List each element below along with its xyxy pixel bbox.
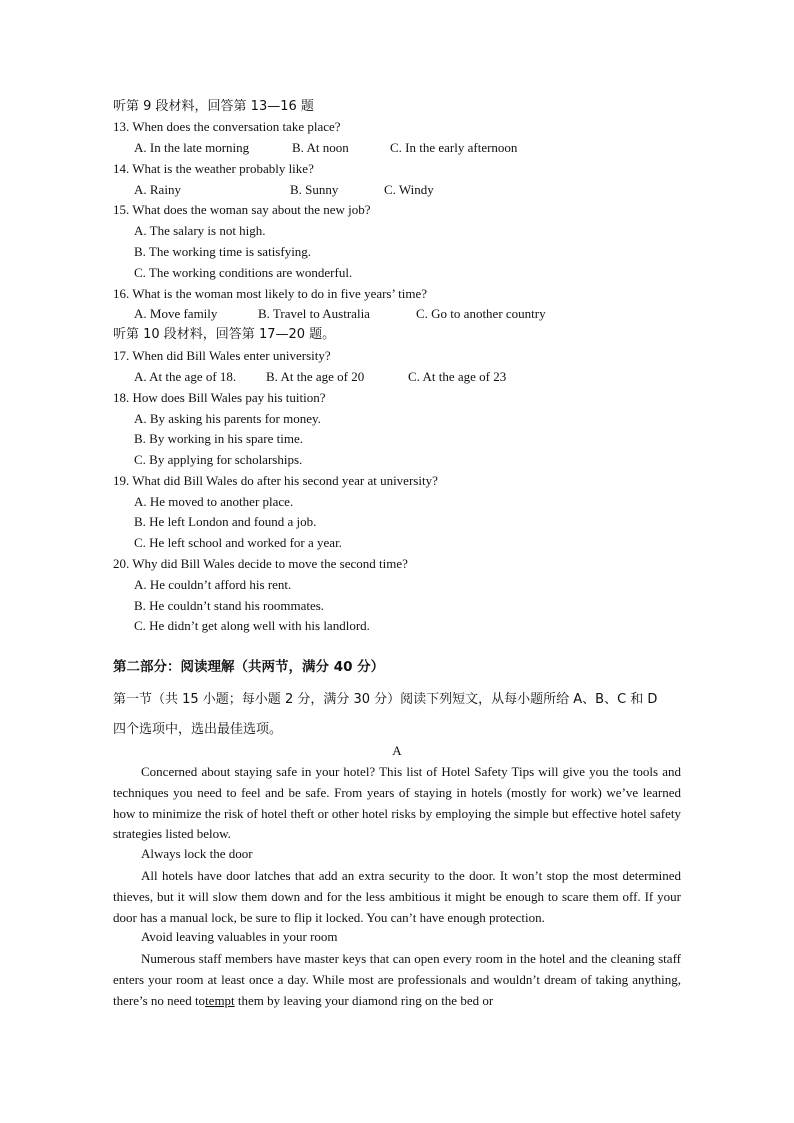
- passage-paragraph-2: All hotels have door latches that add an extra security to the door. It won’t stop the most determined thieves, but it will slow them down and for the less ambitious it might be enough to scare them off. If your door has a manual lock, be sure to flip it locked. You can’t have enough protection.: [113, 868, 681, 925]
- q16-option-c: C. Go to another country: [416, 306, 546, 321]
- question-20: 20. Why did Bill Wales decide to move the second time?: [113, 556, 408, 571]
- paragraph-3-text-end: them by leaving your diamond ring on the bed or: [234, 992, 494, 1008]
- q20-option-c: C. He didn’t get along well with his landlord.: [134, 618, 370, 633]
- part-2-instruction-line-1: 第一节（共 15 小题；每小题 2 分，满分 30 分）阅读下列短文，从每小题所给 A、B、C 和 D: [113, 692, 658, 707]
- section-10-header: 听第 10 段材料，回答第 17—20 题。: [113, 327, 336, 342]
- q17-option-b: B. At the age of 20: [266, 369, 365, 384]
- q19-option-a: A. He moved to another place.: [134, 494, 294, 509]
- question-19: 19. What did Bill Wales do after his second year at university?: [113, 473, 438, 488]
- q20-option-b: B. He couldn’t stand his roommates.: [134, 598, 325, 613]
- underlined-word-tempt: tempt: [205, 992, 235, 1008]
- passage-paragraph-3: [113, 949, 681, 1011]
- question-14: 14. What is the weather probably like?: [113, 161, 314, 176]
- passage-heading-1: Always lock the door: [141, 846, 253, 861]
- q13-option-a: A. In the late morning: [134, 140, 250, 155]
- q13-option-c: C. In the early afternoon: [390, 140, 518, 155]
- q19-option-b: B. He left London and found a job.: [134, 514, 317, 529]
- q18-option-b: B. By working in his spare time.: [134, 431, 303, 446]
- passage-label: A: [392, 743, 402, 758]
- paragraph-3-text-start: Numerous staff members have master keys that can open every room in the hotel and the cleaning staff enters your room at least once a day. While most are professionals and wouldn’t dream of taking anything, there’s no need to: [113, 951, 681, 1008]
- q16-option-b: B. Travel to Australia: [258, 306, 370, 321]
- question-17: 17. When did Bill Wales enter university?: [113, 348, 331, 363]
- q17-option-c: C. At the age of 23: [408, 369, 507, 384]
- question-16: 16. What is the woman most likely to do in five years’ time?: [113, 286, 427, 301]
- question-13: 13. When does the conversation take place?: [113, 119, 341, 134]
- q18-option-c: C. By applying for scholarships.: [134, 452, 303, 467]
- q14-option-c: C. Windy: [384, 182, 434, 197]
- q19-option-c: C. He left school and worked for a year.: [134, 535, 342, 550]
- q16-option-a: A. Move family: [134, 306, 218, 321]
- q14-option-a: A. Rainy: [134, 182, 181, 197]
- part-2-instruction-line-2: 四个选项中，选出最佳选项。: [113, 722, 283, 737]
- q13-option-b: B. At noon: [292, 140, 349, 155]
- question-18: 18. How does Bill Wales pay his tuition?: [113, 390, 326, 405]
- q14-option-b: B. Sunny: [290, 182, 339, 197]
- q17-option-a: A. At the age of 18.: [134, 369, 237, 384]
- q15-option-a: A. The salary is not high.: [134, 223, 266, 238]
- passage-heading-2: Avoid leaving valuables in your room: [141, 929, 338, 944]
- section-9-header: 听第 9 段材料，回答第 13—16 题: [113, 99, 314, 114]
- q20-option-a: A. He couldn’t afford his rent.: [134, 577, 292, 592]
- q15-option-b: B. The working time is satisfying.: [134, 244, 312, 259]
- part-2-title: 第二部分：阅读理解（共两节，满分 40 分）: [113, 659, 385, 675]
- question-15: 15. What does the woman say about the new job?: [113, 202, 371, 217]
- passage-paragraph-1: Concerned about staying safe in your hotel? This list of Hotel Safety Tips will give you the tools and techniques you need to feel and be safe. From years of staying in hotels (mostly for work) we’ve learned how to minimize the risk of hotel theft or other hotel risks by employing the simple but effective hotel safety strategies listed below.: [113, 764, 681, 842]
- q18-option-a: A. By asking his parents for money.: [134, 411, 321, 426]
- q15-option-c: C. The working conditions are wonderful.: [134, 265, 353, 280]
